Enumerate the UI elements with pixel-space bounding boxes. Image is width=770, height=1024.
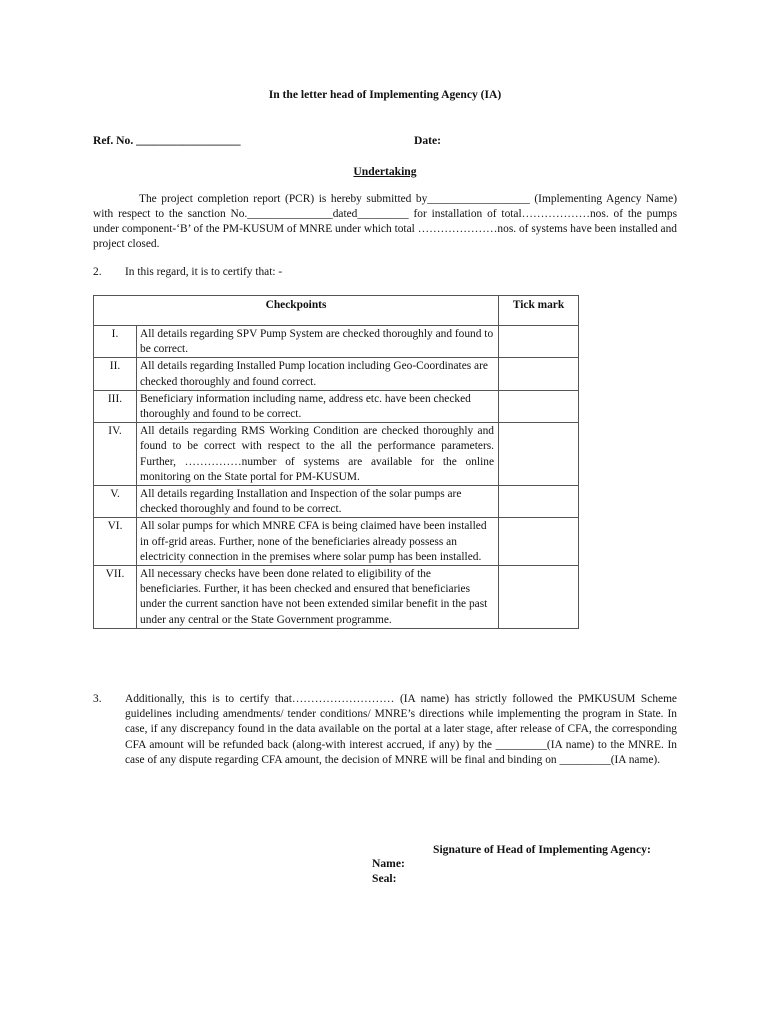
table-row — [94, 326, 579, 358]
tick-cell[interactable] — [499, 518, 579, 566]
paragraph-3 — [93, 692, 677, 768]
paragraph-2-number: 2. — [93, 266, 102, 278]
tick-cell[interactable] — [499, 326, 579, 358]
paragraph-2 — [93, 266, 282, 278]
row-number: VI. — [94, 518, 137, 566]
paragraph-3-text: Additionally, this is to certify that……………………… (IA name) has strictly followed the PMKUSUM Scheme guidelines including amendments/ tender conditions/ MNRE’s directions while implementing the program in State. In case, if any discrepancy found in the data available on the portal at a later stage, after release of CFA, the corresponding CFA amount will be refunded back (along-with interest accrued, if any) by the _________(IA name) to the MNRE. In case of any dispute regarding CFA amount, the decision of MNRE will be final and binding on _________(IA name). — [125, 693, 677, 766]
checkpoint-text: All details regarding Installed Pump location including Geo-Coordinates are checked thoroughly and found correct. — [137, 358, 499, 390]
table-row — [94, 486, 579, 518]
tick-cell[interactable] — [499, 390, 579, 422]
checkpoint-text: Beneficiary information including name, address etc. have been checked thoroughly and found to be correct. — [137, 390, 499, 422]
intro-paragraph: The project completion report (PCR) is hereby submitted by__________________ (Implementing Agency Name) with respect to the sanction No._______________dated_________ for installation of total………………nos. of the pumps under component-‘B’ of the PM-KUSUM of MNRE under which total …………………nos. of systems have been installed and project closed. — [93, 193, 677, 250]
checkpoints-header: Checkpoints — [94, 296, 499, 326]
row-number: V. — [94, 486, 137, 518]
document-title: Undertaking — [353, 165, 417, 178]
row-number: II. — [94, 358, 137, 390]
letterhead-note: In the letter head of Implementing Agency (IA) — [268, 88, 502, 101]
table-header-row — [94, 296, 579, 326]
tick-cell[interactable] — [499, 566, 579, 629]
paragraph-2-text: In this regard, it is to certify that: - — [125, 266, 283, 278]
row-number: IV. — [94, 423, 137, 486]
checkpoint-text: All solar pumps for which MNRE CFA is being claimed have been installed in off-grid areas. Further, none of the beneficiaries already possess an electricity connection in the premises where solar pump has been installed. — [137, 518, 499, 566]
paragraph-3-number: 3. — [93, 693, 102, 705]
row-number: I. — [94, 326, 137, 358]
tick-cell[interactable] — [499, 423, 579, 486]
table-row — [94, 390, 579, 422]
tick-cell[interactable] — [499, 486, 579, 518]
signature-label: Signature of Head of Implementing Agency: — [433, 843, 651, 856]
row-number: III. — [94, 390, 137, 422]
ref-number: Ref. No. __________________ — [93, 134, 241, 147]
table-row — [94, 423, 579, 486]
tick-cell[interactable] — [499, 358, 579, 390]
checkpoint-text: All details regarding Installation and Inspection of the solar pumps are checked thoroughly and found to be correct. — [137, 486, 499, 518]
checkpoint-text: All details regarding RMS Working Condition are checked thoroughly and found to be correct with respect to the all the performance parameters. Further, ……………number of systems are available for the online monitoring on the State portal for PM-KUSUM. — [137, 423, 499, 486]
row-number: VII. — [94, 566, 137, 629]
tick-mark-header: Tick mark — [499, 296, 579, 326]
checkpoint-text: All details regarding SPV Pump System are checked thoroughly and found to be correct. — [137, 326, 499, 358]
table-row — [94, 566, 579, 629]
name-label: Name: — [372, 857, 405, 870]
checkpoints-table — [93, 295, 579, 629]
table-row — [94, 358, 579, 390]
date-label: Date: — [414, 134, 442, 147]
seal-label: Seal: — [372, 872, 397, 885]
table-row — [94, 518, 579, 566]
checkpoint-text: All necessary checks have been done related to eligibility of the beneficiaries. Further, it has been checked and ensured that beneficiaries under the current sanction have not been extended similar benefit in the past under any central or the State Government programme. — [137, 566, 499, 629]
